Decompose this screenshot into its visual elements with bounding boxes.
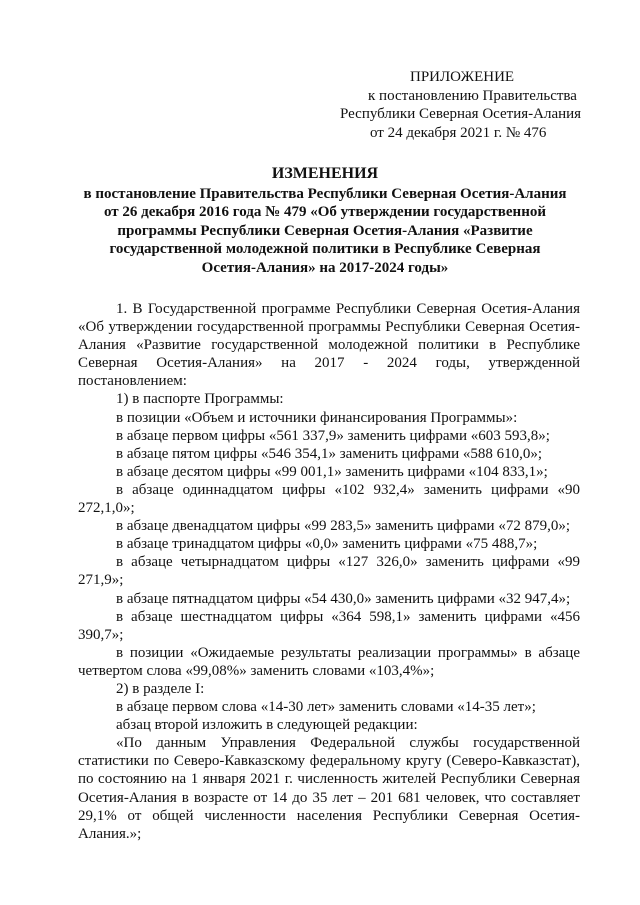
- paragraph: 1. В Государственной программе Республики Северная Осетия-Алания «Об утверждении государственной программы Республики Северная Осетия-Алания «Развитие государственной молодежной политики в Республике Северная Осетия-Алания» на 2017 - 2024 годы, утвержденной постановлением:: [78, 301, 580, 390]
- heading-line: от 26 декабря 2016 года № 479 «Об утверждении государственной: [104, 204, 546, 220]
- paragraph: в абзаце пятом цифры «546 354,1» заменить цифрами «588 610,0»;: [116, 445, 543, 462]
- paragraph: 2) в разделе I:: [116, 680, 205, 697]
- paragraph: в абзаце первом цифры «561 337,9» заменить цифрами «603 593,8»;: [116, 427, 550, 444]
- paragraph: в абзаце десятом цифры «99 001,1» заменить цифрами «104 833,1»;: [116, 463, 548, 480]
- paragraph: в абзаце первом слова «14-30 лет» заменить словами «14-35 лет»;: [116, 699, 536, 716]
- paragraph: абзац второй изложить в следующей редакции:: [116, 717, 418, 734]
- appendix-date-line: от 24 декабря 2021 г. № 476: [370, 124, 547, 141]
- document-body: [78, 300, 580, 843]
- paragraph: в абзаце тринадцатом цифры «0,0» заменить цифрами «75 488,7»;: [116, 536, 538, 553]
- document-heading: [60, 165, 590, 277]
- paragraph: в абзаце одиннадцатом цифры «102 932,4» заменить цифрами «90 272,1,0»;: [78, 481, 580, 517]
- paragraph: «По данным Управления Федеральной службы государственной статистики по Северо-Кавказскому федеральному кругу (Северо-Кавказстат), по состоянию на 1 января 2021 г. численность жителей Республики Северная Осетия-Алания в возрасте от 14 до 35 лет – 201 681 человек, что составляет 29,1% от общей численности населения Республики Северная Осетия-Алания.»;: [78, 735, 580, 842]
- heading-line: государственной молодежной политики в Республике Северная: [109, 241, 541, 257]
- heading-title: ИЗМЕНЕНИЯ: [271, 165, 379, 182]
- appendix-line: к постановлению Правительства: [368, 87, 577, 104]
- paragraph: в позиции «Объем и источники финансирования Программы»:: [116, 409, 518, 426]
- paragraph: 1) в паспорте Программы:: [116, 391, 284, 408]
- paragraph: в абзаце пятнадцатом цифры «54 430,0» заменить цифрами «32 947,4»;: [116, 590, 571, 607]
- paragraph: в абзаце четырнадцатом цифры «127 326,0» заменить цифрами «99 271,9»;: [78, 554, 580, 589]
- appendix-title: ПРИЛОЖЕНИЕ: [410, 69, 515, 85]
- appendix-block: [340, 68, 580, 142]
- paragraph: в абзаце двенадцатом цифры «99 283,5» заменить цифрами «72 879,0»;: [116, 518, 571, 535]
- heading-line: Осетия-Алания» на 2017-2024 годы»: [201, 259, 449, 276]
- paragraph: в абзаце шестнадцатом цифры «364 598,1» заменить цифрами «456 390,7»;: [78, 608, 580, 643]
- heading-line: программы Республики Северная Осетия-Алания «Развитие: [117, 222, 533, 239]
- heading-line: в постановление Правительства Республики Северная Осетия-Алания: [83, 185, 567, 202]
- paragraph: в позиции «Ожидаемые результаты реализации программы» в абзаце четвертом слова «99,08%» заменить словами «103,4%»;: [78, 644, 580, 679]
- appendix-line: Республики Северная Осетия-Алания: [340, 106, 582, 122]
